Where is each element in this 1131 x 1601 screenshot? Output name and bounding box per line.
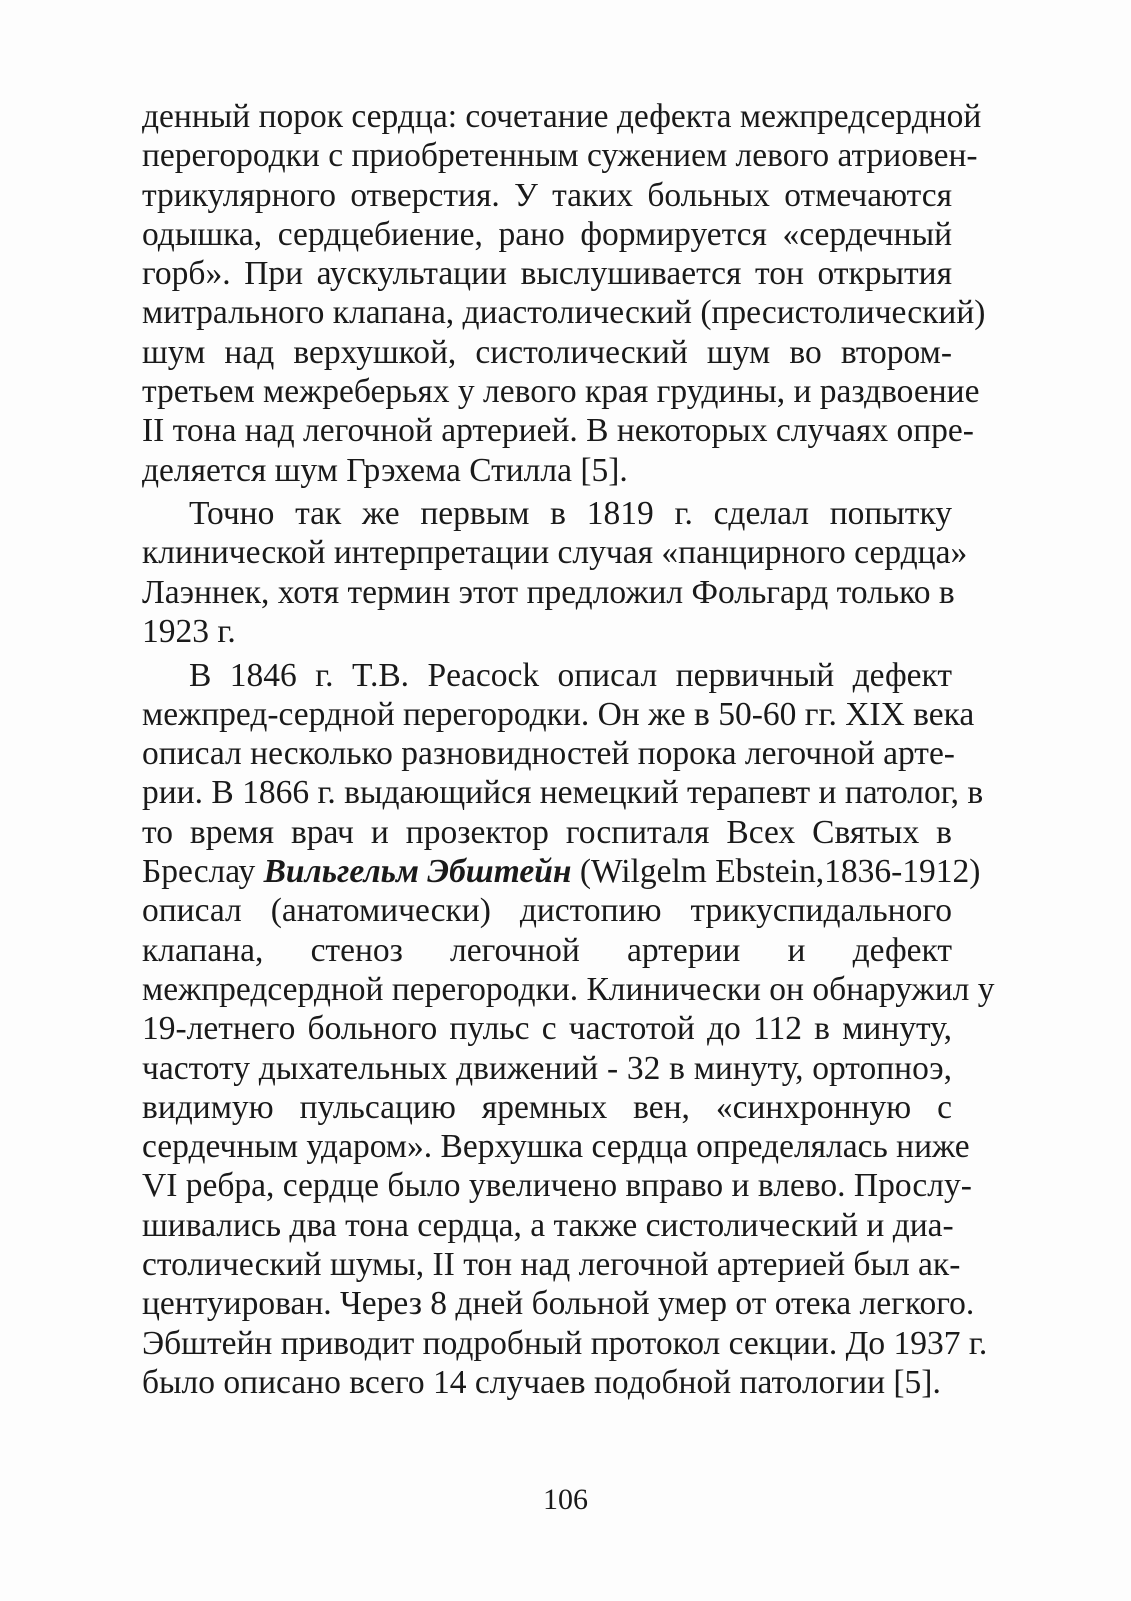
text-line: трикулярного отверстия. У таких больных отмечаются: [142, 176, 952, 214]
text-line: Эбштейн приводит подробный протокол секции. До 1937 г.: [142, 1324, 988, 1362]
text-line: В 1846 г. T.B. Peacock описал первичный дефект: [189, 656, 952, 694]
paragraph-3: [142, 656, 995, 1403]
text-line: клапана, стеноз легочной артерии и дефект: [142, 931, 952, 969]
text-fragment: (Wilgelm Ebstein,1836-1912): [579, 853, 981, 891]
text-line-with-name: [142, 852, 981, 891]
text-line: Точно так же первым в 1819 г. сделал попытку: [189, 495, 952, 533]
text-line: описал несколько разновидностей порока легочной арте-: [142, 735, 955, 773]
text-line: описал (анатомически) дистопию трикуспидального: [142, 892, 952, 930]
text-line: клинической интерпретации случая «панцирного сердца»: [142, 534, 968, 572]
text-line: одышка, сердцебиение, рано формируется «сердечный: [142, 215, 952, 253]
text-line: центуирован. Через 8 дней больной умер от отека легкого.: [142, 1285, 975, 1323]
text-line: деляется шум Грэхема Стилла [5].: [142, 451, 628, 489]
page-body-text: [142, 97, 995, 1406]
text-line: шивались два тона сердца, а также систолический и диа-: [142, 1206, 954, 1244]
text-line: VI ребра, сердце было увеличено вправо и влево. Прослу-: [142, 1167, 972, 1205]
text-line: 1923 г.: [142, 613, 236, 651]
page-number: 106: [543, 1483, 588, 1516]
text-line: сердечным ударом». Верхушка сердца определялась ниже: [142, 1128, 970, 1166]
text-line: то время врач и прозектор госпиталя Всех Святых в: [142, 813, 952, 851]
text-line: перегородки с приобретенным сужением левого атриовен-: [142, 137, 978, 175]
text-line: столический шумы, II тон над легочной артерией был ак-: [142, 1245, 961, 1283]
paragraph-2: [142, 494, 968, 651]
text-line: третьем межреберьях у левого края грудины, и раздвоение: [142, 373, 980, 411]
text-line: межпредсердной перегородки. Клинически он обнаружил у: [142, 970, 995, 1008]
text-line: 19-летнего больного пульс с частотой до 112 в минуту,: [142, 1010, 952, 1048]
text-line: Лаэннек, хотя термин этот предложил Фольгард только в: [142, 573, 955, 611]
text-line: было описано всего 14 случаев подобной патологии [5].: [142, 1363, 941, 1401]
text-fragment: Бреслау: [142, 853, 256, 891]
text-line: II тона над легочной артерией. В некоторых случаях опре-: [142, 412, 974, 450]
paragraph-1: [142, 97, 986, 490]
text-line: шум над верхушкой, систолический шум во втором-: [142, 333, 952, 371]
text-line: межпред-сердной перегородки. Он же в 50-60 гг. XIX века: [142, 695, 975, 733]
text-line: рии. В 1866 г. выдающийся немецкий терапевт и патолог, в: [142, 774, 984, 812]
text-line: денный порок сердца: сочетание дефекта межпредсердной: [142, 98, 982, 135]
text-line: видимую пульсацию яремных вен, «синхронную с: [142, 1088, 952, 1126]
text-line: митрального клапана, диастолический (пресистолический): [142, 294, 986, 332]
text-line: горб». При аускультации выслушивается тон открытия: [142, 255, 952, 293]
person-name-emphasis: Вильгельм Эбштейн: [263, 853, 572, 891]
text-line: частоту дыхательных движений - 32 в минуту, ортопноэ,: [142, 1049, 952, 1087]
